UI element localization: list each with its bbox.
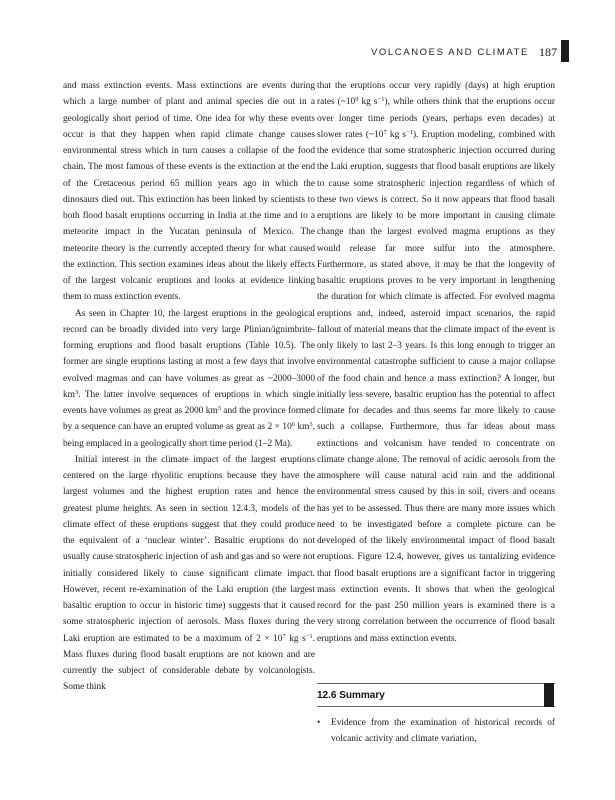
page-number: 187 [539,44,557,59]
bullet-icon: • [317,718,321,728]
header-marker-bar [561,40,569,62]
section-title: 12.6 Summary [317,689,385,701]
left-column [63,78,315,696]
section-marker-bar [544,683,554,707]
right-column [317,78,555,647]
section-heading [317,683,555,707]
running-head [371,42,557,62]
paragraph: Initial interest in the climate impact of the largest eruptions centered on the large rhyolitic eruptions because they have the largest volumes and the highest eruption rates and hence the greatest plume heights. As seen in section 12.4.3, models of the climate effect of these eruptions suggest that they could produce the equivalent of a ‘nuclear winter’. Basaltic eruptions do not usually cause stratospheric injection of ash and gas and so were not initially considered likely to cause significant climate impact. However, recent re-examination of the Laki eruption (the largest basaltic eruption to occur in historic time) suggests that it caused some stratospheric injection of aerosols. Mass fluxes during the Laki eruption are estimated to be a maximum of $2 \times 10^7$ kg $s^{-1}$. Mass fluxes during flood basalt eruptions are not known and are currently the subject of considerable debate by volcanologists. Some think [63,454,315,693]
paragraph: As seen in Chapter 10, the largest eruptions in the geological record can be broadly divided into very large Plinian/ignimbrite-forming eruptions and flood basalt eruptions (Table 10.5). The former are single eruptions lasting at most a few days that involve evolved magmas and can have volumes as great as ~2000–3000 $km^3$. The latter involve sequences of eruptions in which single events have volumes as great as 2000 $km^3$ and the province formed by a sequence can have an erupted volume as great as $2 \times 10^6$ $km^3$, being emplaced in a geologically short time period (1–2 Ma). [63,308,315,449]
paragraph: that the eruptions occur very rapidly (days) at high eruption rates ($\sim 10^9$ kg $s^{-1}$), while others think that the eruptions occur over longer time periods (years, perhaps even decades) at slower rates ($\sim 10^7$ kg $s^{-1}$). Eruption modeling, combined with the evidence that some stratospheric injection occurred during the Laki eruption, suggests that flood basalt eruptions are likely to cause some stratospheric injection regardless of which of these two views is correct. So it now appears that flood basalt eruptions are likely to be more important in causing climate change than the largest evolved magma eruptions as they would release far more sulfur into the atmosphere. Furthermore, as stated above, it may be that the longevity of basaltic eruptions proves to be very important in lengthening the duration for which climate is affected. For evolved magma eruptions and, indeed, asteroid impact scenarios, the rapid fallout of material means that the climate impact of the event is only likely to last 2–3 years. Is this long enough to trigger an environmental catastrophe sufficient to cause a major collapse of the food chain and hence a mass extinction? A longer, but initially less severe, basaltic eruption has the potential to affect climate for decades and thus seems far more likely to cause such a collapse. Furthermore, thus far ideas about mass extinctions and volcanism have tended to concentrate on climate change alone. The removal of acidic aerosols from the atmosphere will cause natural acid rain and the additional environmental stress caused by this in soil, rivers and oceans has yet to be assessed. Thus there are many more issues which need to be investigated before a complete picture can be developed of the likely environmental impact of flood basalt eruptions. Figure 12.4, however, gives us tantalizing evidence that flood basalt eruptions are a significant factor in triggering mass extinction events. It shows that when the geological record for the past 250 million years is examined there is a very strong correlation between the occurrence of flood basalt eruptions and mass extinction events. [317,81,556,644]
bullet-text: Evidence from the examination of historical records of volcanic activity and climate variation, [331,718,555,745]
paragraph: and mass extinction events. Mass extinctions are events during which a large number of plant and animal species die out in a geologically short period of time. One idea for why these events occur is that they happen when rapid climate change causes environmental stress which in turn causes a collapse of the food chain. The most famous of these events is the extinction at the end of the Cretaceous period 65 million years ago in which the dinosaurs died out. This extinction has been linked by scientists to both flood basalt eruptions occurring in India at the time and to a meteorite impact in the Yucatan peninsula of Mexico. The meteorite theory is the currently accepted theory for what caused the extinction. This section examines ideas about the likely effects of the largest volcanic eruptions and looks at evidence linking them to mass extinction events. [63,81,315,303]
list-item [317,715,555,748]
running-title: VOLCANOES AND CLIMATE [370,46,529,58]
